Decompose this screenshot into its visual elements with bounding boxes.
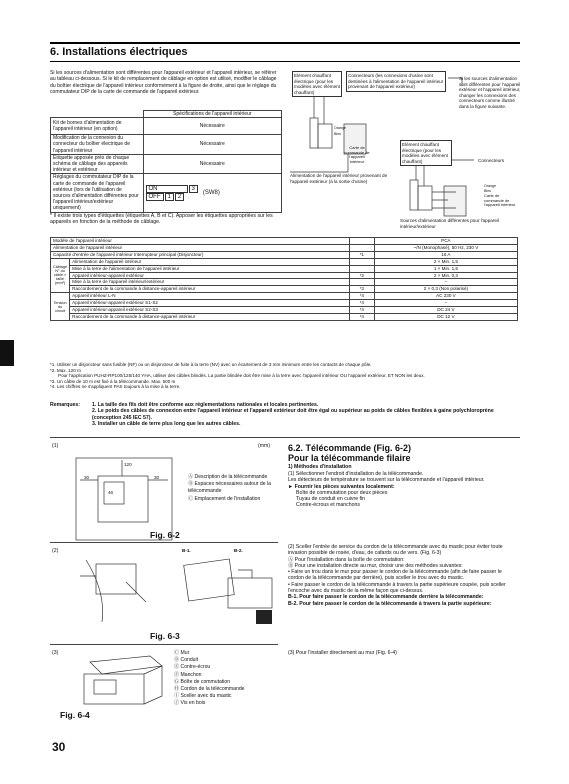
footnote: *3. Un câble de 10 m est fixé à la télécommande. Max. 500 m (50, 378, 176, 384)
fig63-caption: Fig. 6-3 (150, 631, 180, 641)
orange-label-2: Orange (484, 184, 496, 188)
dim-top: 120 (124, 462, 132, 467)
fig63-svg (66, 552, 278, 632)
side-note: Si les sources d'alimentation sont différentes pour l'appareil extérieur et l'appareil intérieur, changer les connexions des connecteurs comme illustré dans la figure suivante. (459, 76, 521, 109)
fig64-num: (3) (52, 650, 59, 656)
wire-row-label: Appareil intérieur-appareil extérieur S2-S3 (70, 307, 350, 314)
spec-row-value: Nécessaire (143, 118, 282, 135)
page-number: 30 (52, 740, 66, 754)
spec-row-label: Réglages du commutateur DIP de la carte de commande de l'appareil extérieur (lors de l'utilisation de sources d'alimentation différentes pour l'appareil intérieur/extérieur uniquement) (51, 174, 144, 212)
spec-row-label: Modification de la connexion du connecteur du boîtier électrique de l'appareil intérieur (51, 135, 144, 155)
wire-row-value: 2 × 0,3 (Non polarisé) (374, 286, 517, 293)
dim-inner: 46 (108, 490, 114, 495)
dip-2: 2 (175, 193, 184, 201)
divider (50, 644, 278, 645)
wire-row-value: AC 230 V (374, 293, 517, 300)
side-tab (0, 340, 14, 366)
power-value: ~/N (Monophasé), 50 Hz, 230 V (374, 244, 517, 251)
remark-item: 2. Le poids des câbles de connexion entre l'appareil intérieur et l'appareil extérieur doit être égal ou supérieur au poids de câbles flexibles à gaine polychloroprène (conception 245 IEC 57). (92, 408, 494, 421)
connecteurs-label: Connecteurs (478, 158, 505, 163)
wire-row-mark: *4 (349, 313, 374, 320)
wire-row-label: Appareil intérieur-appareil extérieur (70, 272, 350, 279)
legend-item: Ⓕ Manchon (174, 671, 202, 678)
wiring-diagram (288, 66, 524, 236)
power-label: Alimentation de l'appareil intérieur (51, 244, 350, 251)
section62-title: 6.2. Télécommande (Fig. 6-2) (288, 443, 412, 453)
dim-left: 30 (84, 475, 90, 480)
wire-row-mark: *4 (349, 293, 374, 300)
dip-on: ON (146, 185, 188, 193)
power-from-outdoor: Alimentation de l'appareil intérieur provenant de l'appareil extérieur (à la sortie d'usine) (290, 173, 388, 184)
wire-row-label: Appareil intérieur L-N (70, 293, 350, 300)
wire-row-label: Mise à la terre de l'appareil intérieur/extérieur (70, 279, 350, 286)
orange-label: Orange (334, 126, 346, 130)
fig63-line: B-1. Pour faire passer le cordon de la télécommande derrière la télécommande: (288, 594, 484, 601)
wire-row-value: DC 12 V (374, 313, 517, 320)
board-label: Carte de commande de l'appareil intérieur (344, 145, 370, 164)
spec-row-value: Nécessaire (143, 154, 282, 174)
remarks-label: Remarques: (50, 402, 80, 408)
spec-header: Spécifications de l'appareil intérieur (143, 111, 282, 118)
footnote: *4. Les chiffres ne s'appliquent PAS toujours à la mise à la terre. (50, 384, 181, 390)
fig63-line: Ⓐ Pour l'installation dans la boîte de commutation: (288, 556, 405, 563)
wire-row-value: DC 24 V (374, 307, 517, 314)
cap-label: Capacité d'entrée de l'appareil intérieur Interrupteur principal (Disjoncteur) (51, 251, 350, 258)
fig63-num: (2) (52, 548, 59, 554)
fig63-line: Ⓑ Pour une installation directe au mur, choisir une des méthodes suivantes: (288, 562, 463, 569)
section62-line: ► Fournir les pièces suivantes localement: (288, 483, 395, 490)
spec-table (50, 110, 282, 213)
legend-item: Ⓙ Vis en bois (174, 700, 206, 707)
legend-item: Ⓐ Description de la télécommande (188, 474, 268, 480)
fig62-unit: (mm) (258, 443, 271, 449)
section62-line: Tuyau de conduit en cuivre fin (296, 496, 366, 503)
dim-right: 30 (154, 475, 160, 480)
model-label: Modèle de l'appareil intérieur (51, 238, 350, 245)
section62-line: Boîte de commutation pour deux pièces (296, 489, 388, 496)
cap-value: 16 A (374, 251, 517, 258)
dip-off: OFF (146, 193, 164, 201)
connectors-text: Connecteurs (les connexions d'usine sont destinées à l'alimentation de l'appareil intérieur provenant de l'appareil extérieur) (346, 71, 446, 92)
fig64-text: (3) Pour l'installer directement au mur (Fig. 6-4) (288, 650, 397, 656)
header-rule (50, 42, 520, 44)
dip-3: 3 (189, 185, 198, 193)
legend-item: Ⓖ Boîte de commutation (174, 678, 231, 685)
section62-body (288, 471, 518, 509)
dip-sw-label: (SW8) (202, 189, 220, 196)
wire-row-value: – (374, 279, 517, 286)
board-label-2: Carte de commande de l'appareil intérieur (484, 193, 516, 208)
remark-item: 1. La taille des fils doit être conforme aux réglementations nationales et locales pertinentes. (92, 402, 319, 408)
spec-row-label: Etiquette apposée près de chaque schéma de câblage des appareils intérieur et extérieur (51, 154, 144, 174)
model-value: PCA (374, 238, 517, 245)
voltage-group-label: Tension du circuit (51, 293, 70, 321)
wiring-table (50, 237, 518, 321)
divider (50, 437, 520, 438)
wire-row-label: Raccordement de la commande à distance-appareil intérieur (70, 313, 350, 320)
section62-h1: 1) Méthodes d'installation (288, 464, 352, 470)
fig64-legend (174, 650, 245, 708)
blue-label-2: Bleu (484, 189, 492, 193)
fig63-b1: B-1. (182, 548, 191, 553)
legend-item: Ⓔ Contre-écrou (174, 664, 211, 671)
fig63-line: (2) Sceller l'entrée de service du cordon de la télécommande avec du mastic pour éviter toute invasion possible de rosée, d'eau, de cafards ou de vers. (Fig. 6-3) (288, 544, 503, 557)
labels-note: * Il existe trois types d'étiquettes (étiquettes A, B et C). Apposer les étiquettes appropriées sur les appareils en fonction de la méthode de câblage. (50, 213, 273, 226)
section62-subtitle: Pour la télécommande filaire (288, 453, 411, 463)
footnote: Pour l'application PUHZ-RP100/125/140 YHA, utiliser des câbles blindés. La partie blindée doit être mise à la terre avec l'appareil intérieur OU l'appareil extérieur, ET NON les deux. (58, 373, 425, 379)
section62-line: (1) Sélectionner l'endroit d'installation de la télécommande. (288, 471, 424, 477)
legend-item: Ⓓ Conduit (174, 657, 199, 664)
wire-row-label: Raccordement de la commande à distance-appareil intérieur (70, 286, 350, 293)
fig62-legend (188, 474, 278, 503)
wire-row-value: 2 × Min. 1,5 (374, 258, 517, 265)
fig63-line: • Faire passer le cordon de la télécommande à travers la partie supérieure coupée, puis sceller l'encoche avec du mastic de la même façon que ci-dessus. (288, 581, 506, 595)
fig63-text (288, 544, 518, 607)
wire-row-mark (349, 279, 374, 286)
section62-line: Les détecteurs de température se trouvent sur la télécommande et l'appareil intérieur. (288, 477, 485, 484)
wire-row-label: Alimentation de l'appareil intérieur (70, 258, 350, 265)
fig64-svg (70, 652, 170, 710)
wire-row-mark: *3 (349, 286, 374, 293)
wire-row-mark: *2 (349, 272, 374, 279)
wire-row-mark (349, 265, 374, 272)
legend-item: Ⓗ Cordon de la télécommande (174, 686, 245, 693)
fig62-num: (1) (52, 443, 59, 449)
heater-label-2: Elément chauffant électrique (pour les modèles avec élément chauffant) (400, 140, 452, 166)
intro-text: Si les sources d'alimentation sont différentes pour l'appareil extérieur et l'appareil intérieur, se référer au tableau ci-dessous. Si le kit de remplacement de câblage en option est utilisé, modifier le câblage du boîtier électrique de l'appareil intérieur conformément à la figure de droite, ainsi que le réglage du commutateur DIP de la carte de commande de l'appareil extérieur. (50, 70, 277, 95)
separate-sources: Sources d'alimentation différentes pour l'appareil intérieur/extérieur (400, 218, 499, 229)
wire-row-mark: *4 (349, 300, 374, 307)
section62-line: Contre-écrous et manchons (296, 502, 361, 509)
footnotes (50, 362, 520, 390)
fig63-line: • Faire un trou dans le mur pour passer le cordon de la télécommande (afin de faire passer le cordon de la télécommande par derrière), puis sceller le trou avec du mastic. (288, 569, 502, 582)
fig64-drawing (70, 652, 170, 710)
dip-switch (143, 174, 282, 212)
remark-item: 3. Installer un câble de terre plus long que les autres câbles. (92, 420, 241, 427)
wire-row-value: – (374, 300, 517, 307)
legend-item: Ⓘ Sceller avec du mastic (174, 693, 232, 700)
blue-label: Bleu (334, 132, 342, 136)
wire-row-mark: *4 (349, 307, 374, 314)
remarks-list (92, 402, 517, 427)
legend-item: Ⓑ Espaces nécessaires autour de la télécommande (188, 481, 271, 495)
header-rule-2 (50, 61, 520, 62)
wire-row-label: Mise à la terre de l'alimentation de l'appareil intérieur (70, 265, 350, 272)
footnote: *2. Max. 120 m (50, 367, 81, 373)
heater-label: Elément chauffant électrique (pour les modèles avec élément chauffant) (292, 71, 342, 97)
fig63-line: B-2. Pour faire passer le cordon de la télécommande à travers la partie supérieure: (288, 600, 492, 607)
fig63-b2: B-2. (234, 548, 243, 553)
dip-1: 1 (165, 193, 174, 201)
wire-row-label: Appareil intérieur-appareil extérieur S1-S2 (70, 300, 350, 307)
wire-row-value: 1 × Min. 1,5 (374, 265, 517, 272)
wire-row-mark (349, 258, 374, 265)
spec-row-value: Nécessaire (143, 135, 282, 155)
fig62-caption: Fig. 6-2 (150, 530, 180, 540)
spec-row-label: Kit de bornes d'alimentation de l'appareil intérieur (en option) (51, 118, 144, 135)
footnote: *1. Utiliser un disjoncteur sans fusible (NF) ou un disjoncteur de fuite à la terre (NV) avec un écartement de 3 mm minimum entre les contacts de chaque pôle. (50, 362, 372, 367)
section-title: 6. Installations électriques (50, 46, 188, 58)
fig64-caption: Fig. 6-4 (60, 710, 90, 720)
fig63-drawing (66, 552, 278, 632)
legend-item: Ⓒ Emplacement de l'installation (188, 495, 261, 502)
wire-row-value: 2 × Min. 0,3 (374, 272, 517, 279)
cap-mark: *1 (349, 251, 374, 258)
divider (50, 542, 278, 543)
legend-item: Ⓒ Mur (174, 650, 190, 656)
wiring-group-label: Câblage N° du câble × taille (mm²) (51, 258, 70, 293)
